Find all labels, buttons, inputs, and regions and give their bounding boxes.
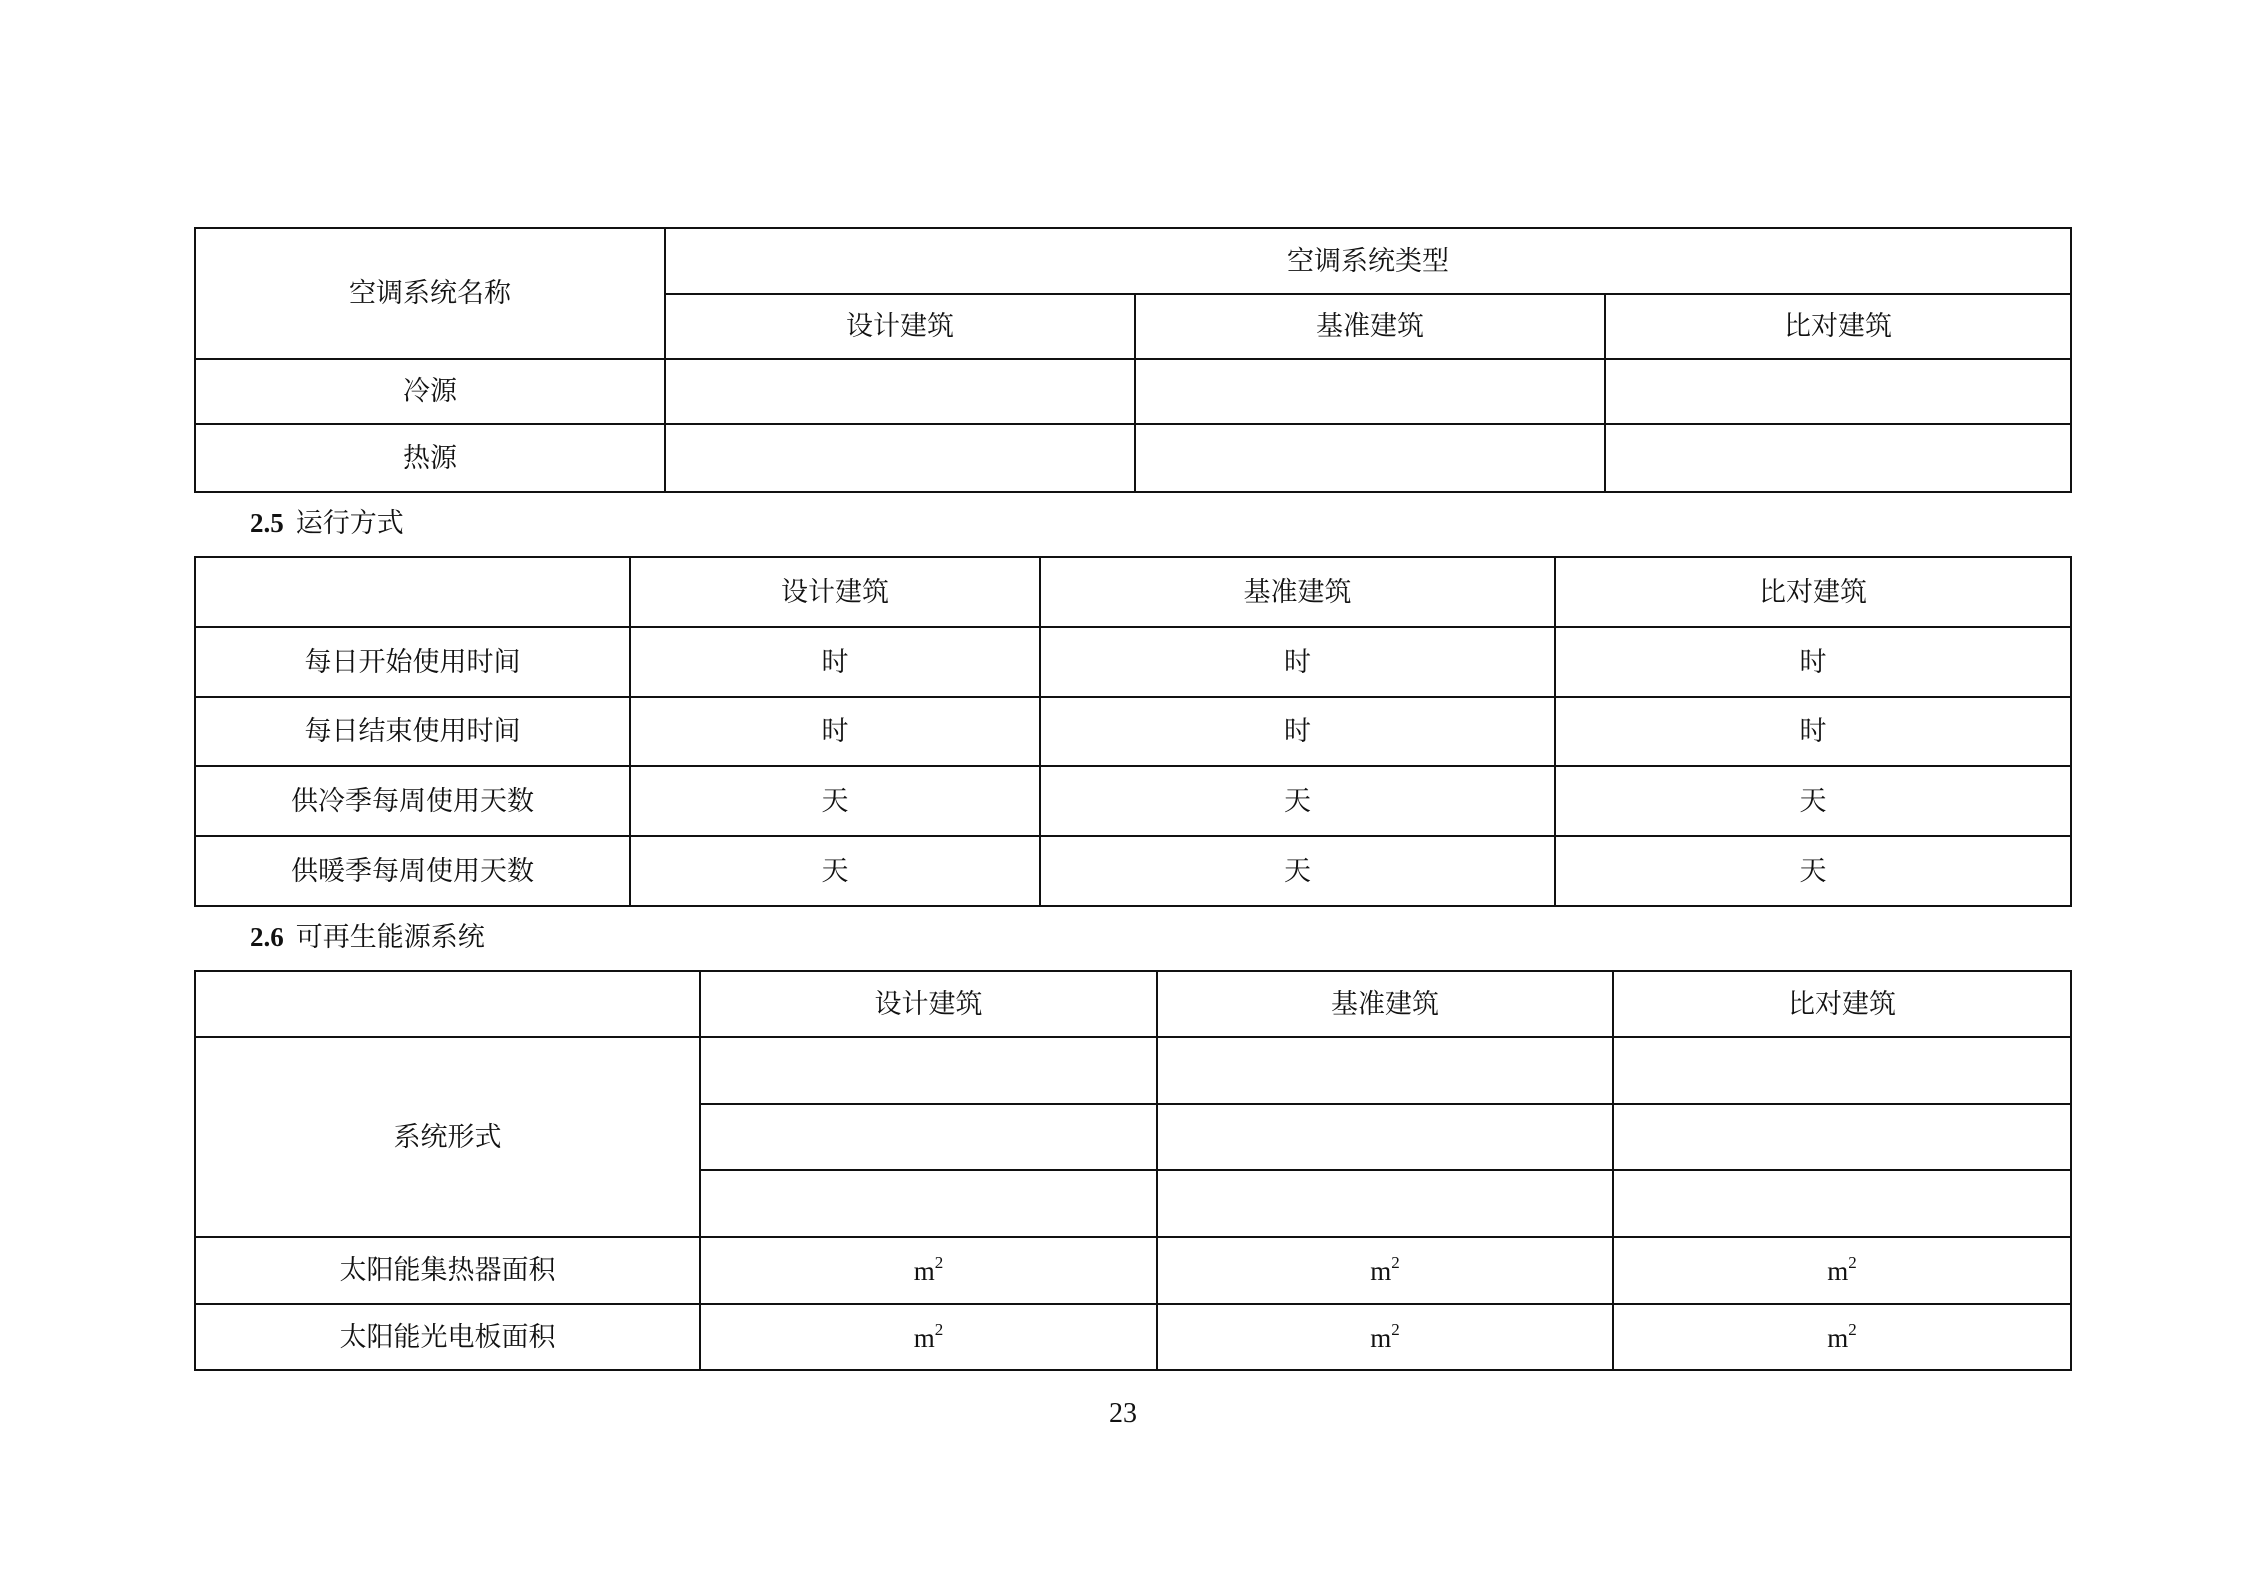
section-number: 2.5 bbox=[250, 508, 284, 538]
row-label-heat-source: 热源 bbox=[195, 424, 665, 492]
table-cell: 时 bbox=[1555, 627, 2071, 697]
table-row bbox=[195, 627, 2071, 697]
column-header-baseline: 基准建筑 bbox=[1040, 557, 1555, 627]
unit-base: m bbox=[913, 1256, 935, 1286]
area-unit-cell bbox=[1157, 1237, 1613, 1304]
table-cell bbox=[1613, 1104, 2071, 1170]
operation-mode-table bbox=[194, 556, 2072, 907]
row-label: 供暖季每周使用天数 bbox=[195, 836, 630, 906]
section-title: 可再生能源系统 bbox=[295, 922, 485, 953]
table-cell bbox=[1605, 359, 2071, 424]
table-cell: 天 bbox=[630, 836, 1040, 906]
table-cell bbox=[700, 1170, 1157, 1237]
table-cell: 时 bbox=[1555, 697, 2071, 766]
table-row bbox=[195, 424, 2071, 492]
hvac-system-type-header: 空调系统类型 bbox=[665, 228, 2071, 294]
area-unit-cell bbox=[1613, 1304, 2071, 1370]
table-row bbox=[195, 1037, 2071, 1104]
column-header-design: 设计建筑 bbox=[700, 971, 1157, 1037]
section-title: 运行方式 bbox=[295, 508, 404, 539]
table-row bbox=[195, 836, 2071, 906]
table-cell: 时 bbox=[630, 627, 1040, 697]
table-cell: 时 bbox=[1040, 697, 1555, 766]
column-header-design: 设计建筑 bbox=[665, 294, 1135, 359]
table-cell: 天 bbox=[1040, 766, 1555, 836]
row-label-system-form: 系统形式 bbox=[195, 1037, 700, 1237]
section-heading-2-6 bbox=[250, 924, 485, 951]
table-cell bbox=[700, 1037, 1157, 1104]
unit-base: m bbox=[913, 1322, 935, 1353]
table-row bbox=[195, 766, 2071, 836]
area-unit-cell bbox=[700, 1304, 1157, 1370]
table-row bbox=[195, 359, 2071, 424]
table-cell bbox=[1613, 1037, 2071, 1104]
table-row bbox=[195, 1304, 2071, 1370]
area-unit-cell bbox=[1157, 1304, 1613, 1370]
table-cell bbox=[1605, 424, 2071, 492]
area-unit-cell bbox=[1613, 1237, 2071, 1304]
unit-exponent: 2 bbox=[1848, 1253, 1857, 1272]
table-cell bbox=[700, 1104, 1157, 1170]
page-number: 23 bbox=[1109, 1398, 1137, 1429]
column-header-comparison: 比对建筑 bbox=[1605, 294, 2071, 359]
unit-base: m bbox=[1370, 1256, 1392, 1286]
unit-exponent: 2 bbox=[1391, 1253, 1400, 1272]
hvac-system-name-header: 空调系统名称 bbox=[195, 228, 665, 359]
table-cell: 时 bbox=[630, 697, 1040, 766]
table-row bbox=[195, 1237, 2071, 1304]
table-cell bbox=[1157, 1104, 1613, 1170]
unit-exponent: 2 bbox=[1391, 1319, 1400, 1339]
unit-exponent: 2 bbox=[934, 1253, 944, 1272]
column-header-baseline: 基准建筑 bbox=[1135, 294, 1605, 359]
hvac-system-table bbox=[194, 227, 2072, 493]
table-cell bbox=[1135, 359, 1605, 424]
table-cell bbox=[665, 359, 1135, 424]
column-header-comparison: 比对建筑 bbox=[1555, 557, 2071, 627]
unit-base: m bbox=[1827, 1322, 1849, 1353]
table-cell bbox=[1157, 1037, 1613, 1104]
area-unit-cell bbox=[700, 1237, 1157, 1304]
column-header-baseline: 基准建筑 bbox=[1157, 971, 1613, 1037]
table-cell bbox=[1157, 1170, 1613, 1237]
table-cell bbox=[1613, 1170, 2071, 1237]
unit-base: m bbox=[1370, 1322, 1392, 1353]
column-header-design: 设计建筑 bbox=[630, 557, 1040, 627]
unit-base: m bbox=[1827, 1256, 1849, 1286]
row-label-cold-source: 冷源 bbox=[195, 359, 665, 424]
section-heading-2-5 bbox=[250, 510, 404, 537]
section-number: 2.6 bbox=[250, 922, 284, 952]
table-cell: 天 bbox=[630, 766, 1040, 836]
table-corner-cell bbox=[195, 557, 630, 627]
renewable-energy-table bbox=[194, 970, 2072, 1371]
table-row bbox=[195, 697, 2071, 766]
table-cell: 天 bbox=[1040, 836, 1555, 906]
unit-exponent: 2 bbox=[1848, 1319, 1857, 1339]
row-label-solar-collector-area: 太阳能集热器面积 bbox=[195, 1237, 700, 1304]
unit-exponent: 2 bbox=[934, 1319, 944, 1339]
table-cell: 天 bbox=[1555, 836, 2071, 906]
column-header-comparison: 比对建筑 bbox=[1613, 971, 2071, 1037]
row-label: 供冷季每周使用天数 bbox=[195, 766, 630, 836]
row-label: 每日结束使用时间 bbox=[195, 697, 630, 766]
table-corner-cell bbox=[195, 971, 700, 1037]
row-label-pv-panel-area: 太阳能光电板面积 bbox=[195, 1304, 700, 1370]
row-label: 每日开始使用时间 bbox=[195, 627, 630, 697]
table-cell: 天 bbox=[1555, 766, 2071, 836]
table-cell bbox=[665, 424, 1135, 492]
table-cell: 时 bbox=[1040, 627, 1555, 697]
table-cell bbox=[1135, 424, 1605, 492]
